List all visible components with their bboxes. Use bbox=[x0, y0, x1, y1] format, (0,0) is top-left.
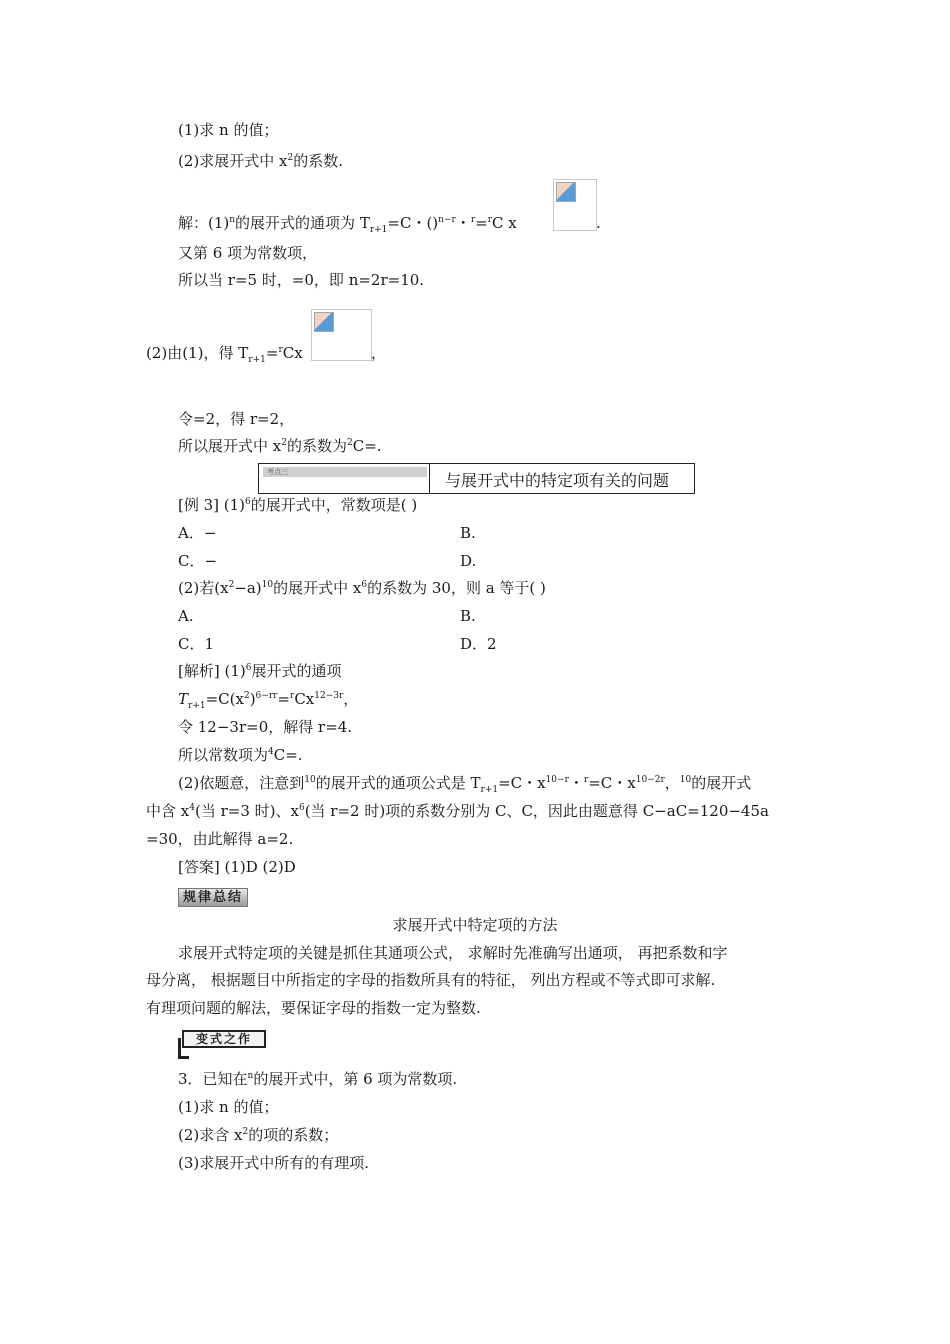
broken-image-icon bbox=[314, 312, 334, 332]
rule-summary-badge: 规律总结 bbox=[178, 888, 248, 907]
problem-3: 3．已知在$^n$的展开式中，第 6 项为常数项. bbox=[178, 1070, 458, 1088]
variant-badge bbox=[178, 1030, 267, 1052]
formula-image-2 bbox=[311, 309, 372, 361]
analysis-7: =30，由此解得 a=2. bbox=[146, 830, 294, 848]
formula-image-1 bbox=[553, 179, 597, 231]
option-a-1: A．− bbox=[178, 524, 217, 542]
method-title: 求展开式中特定项的方法 bbox=[392, 916, 558, 934]
line-6: (2)由(1)，得 $T_{r+1}=^rCx$ bbox=[146, 344, 303, 365]
method-line-3: 有理项问题的解法，要保证字母的指数一定为整数. bbox=[146, 999, 481, 1017]
analysis-4: 所以常数项为$^4$C=. bbox=[178, 746, 303, 764]
solution-line-1: 解：$(1)^n$的展开式的通项为 $T_{r+1}=C$・()$^{n-r}$・$^r$=$^r$C x bbox=[178, 214, 517, 235]
variant-badge-label: 变式之作 bbox=[182, 1030, 266, 1048]
line-4: 又第 6 项为常数项， bbox=[178, 244, 318, 262]
method-line-1: 求展开式特定项的关键是抓住其通项公式， 求解时先准确写出通项， 再把系数和字 bbox=[178, 944, 728, 962]
line-2: (2)求展开式中 $x^2$的系数. bbox=[178, 152, 343, 170]
line-1: (1)求 n 的值； bbox=[178, 121, 279, 139]
method-line-2: 母分离， 根据题目中所指定的字母的指数所具有的特征， 列出方程或不等式即可求解. bbox=[146, 971, 716, 989]
line-5: 所以当 r=5 时，=0，即 n=2r=10. bbox=[178, 271, 425, 289]
option-a-2: A. bbox=[178, 607, 194, 625]
topic-banner bbox=[258, 463, 695, 494]
answer-line: [答案] (1)D (2)D bbox=[178, 858, 296, 876]
line-7: 令=2，得 r=2， bbox=[178, 410, 295, 428]
analysis-6: 中含 $x^4$(当 r=3 时)、$x^6$(当 r=2 时)项的系数分别为 C、C，因此由题意得 C−aC=120−45a bbox=[146, 802, 769, 820]
banner-title: 与展开式中的特定项有关的问题 bbox=[445, 471, 670, 490]
option-d-2: D．2 bbox=[460, 635, 497, 653]
option-b-2: B. bbox=[460, 607, 476, 625]
analysis-5: (2)依题意，注意到$^{10}$的展开式的通项公式是 $T_{r+1}=C$・$x^{10-r}$・$^r$=C・$x^{10-2r}$，$^{10}$的展开式 bbox=[178, 774, 752, 795]
problem-3-part-2: (2)求含 $x^2$的项的系数； bbox=[178, 1126, 339, 1144]
analysis-2: $T_{r+1}=C(x^2)^{6-rr}=^rCx^{12-3r}$， bbox=[178, 690, 359, 711]
question-2: (2)若$(x^2-a)^{10}$的展开式中 $x^6$的系数为 30，则 a 等于( ) bbox=[178, 579, 546, 597]
line-8: 所以展开式中 $x^2$的系数为$^2$C=. bbox=[178, 437, 382, 455]
banner-divider bbox=[429, 464, 430, 493]
option-d-1: D. bbox=[460, 552, 477, 570]
option-c-1: C．− bbox=[178, 552, 218, 570]
broken-image-icon bbox=[556, 182, 576, 202]
line-6-end: ， bbox=[371, 344, 387, 362]
option-c-2: C．1 bbox=[178, 635, 215, 653]
option-b-1: B. bbox=[460, 524, 476, 542]
solution-line-1-end: . bbox=[596, 214, 601, 232]
problem-3-part-1: (1)求 n 的值； bbox=[178, 1098, 279, 1116]
analysis-3: 令 12−3r=0，解得 r=4. bbox=[178, 718, 353, 736]
problem-3-part-3: (3)求展开式中所有的有理项. bbox=[178, 1154, 370, 1172]
example-3: [例 3] $(1)^6$的展开式中，常数项是( ) bbox=[178, 496, 418, 514]
banner-tag: 考点三 bbox=[263, 467, 427, 477]
analysis-1: [解析] $(1)^6$展开式的通项 bbox=[178, 662, 342, 680]
